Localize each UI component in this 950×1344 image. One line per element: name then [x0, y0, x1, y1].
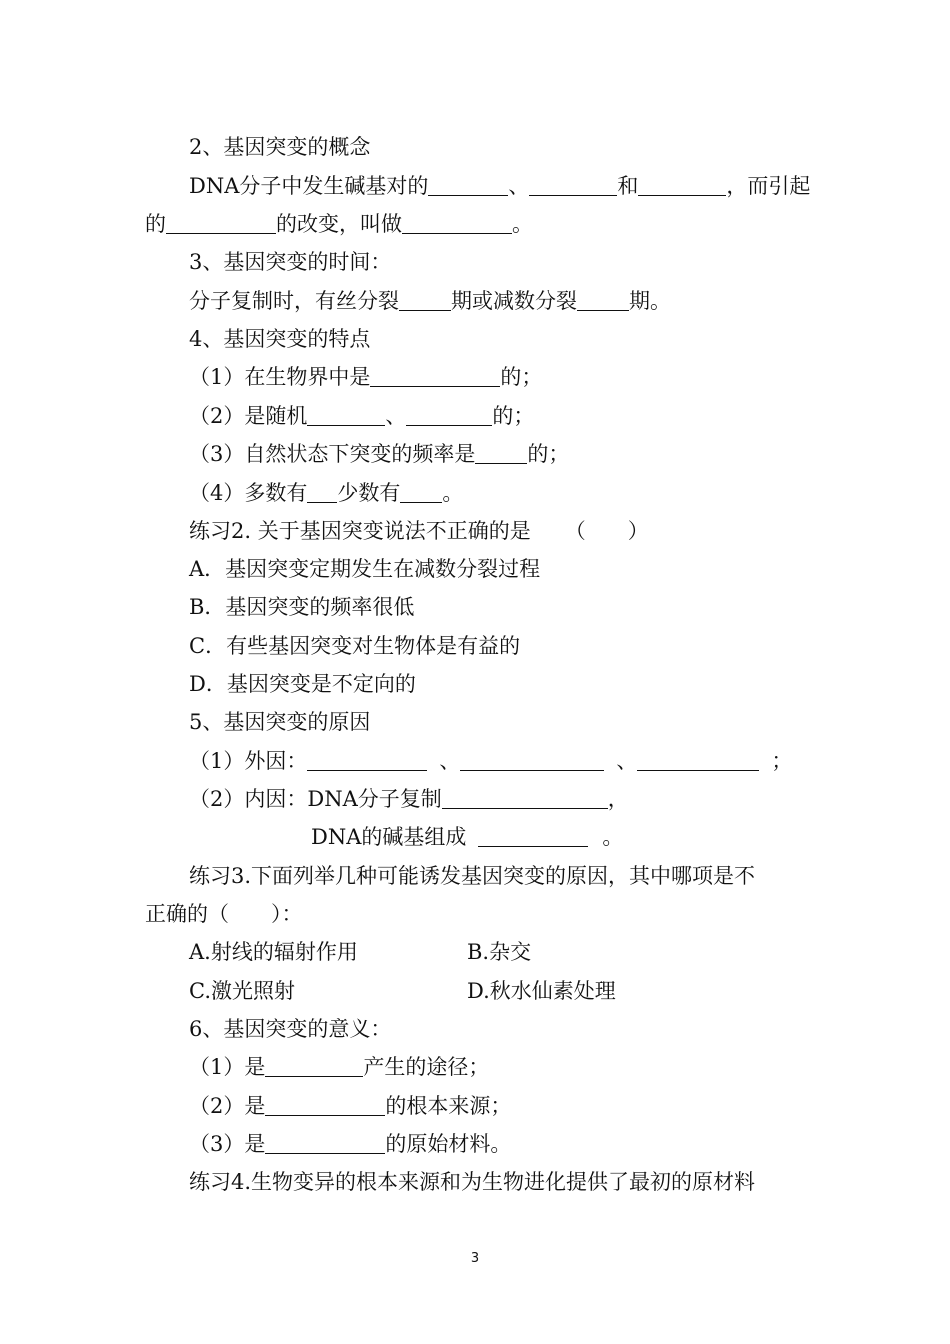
section-6-item-2: （2）是 的根本来源；: [189, 1094, 512, 1118]
section-6-item-1: （1）是 产生的途径；: [189, 1055, 490, 1079]
blank: [478, 826, 588, 847]
exercise-2-option-c: C．有些基因突变对生物体是有益的: [189, 634, 521, 658]
blank: [370, 366, 500, 387]
section-4-item-1: （1）在生物界中是 的；: [189, 365, 543, 389]
blank: [529, 175, 617, 196]
blank: [402, 213, 512, 234]
section-4-item-2: （2）是随机 、 的；: [189, 404, 535, 428]
exercise-3-option-a: A.射线的辐射作用: [189, 940, 358, 964]
exercise-2-option-d: D．基因突变是不定向的: [189, 672, 416, 696]
section-2-line-2: 的 的改变，叫做 。: [145, 212, 533, 236]
exercise-3-option-c: C.激光照射: [189, 979, 295, 1003]
section-2-line-1: DNA分子中发生碱基对的 、 和 ，而引起: [189, 174, 811, 198]
blank: [475, 443, 527, 464]
blank: [307, 482, 337, 503]
exercise-3-option-d: D.秋水仙素处理: [467, 979, 616, 1003]
section-4-item-4: （4）多数有 少数有 。: [189, 481, 464, 505]
blank: [166, 213, 276, 234]
section-3-line: 分子复制时，有丝分裂 期或减数分裂 期。: [189, 289, 671, 313]
blank: [638, 175, 726, 196]
section-5-title: 5、基因突变的原因: [189, 710, 371, 734]
section-4-item-3: （3）自然状态下突变的频率是 的；: [189, 442, 570, 466]
blank: [442, 788, 608, 809]
page-number: 3: [470, 1251, 480, 1266]
section-5-inner-cause-1: （2）内因：DNA分子复制 ，: [189, 787, 629, 811]
section-4-title: 4、基因突变的特点: [189, 327, 371, 351]
blank: [428, 175, 508, 196]
blank: [637, 750, 759, 771]
exercise-2-option-b: B．基因突变的频率很低: [189, 595, 415, 619]
exercise-4-stem: 练习4.生物变异的根本来源和为生物进化提供了最初的原材料: [189, 1170, 756, 1194]
section-5-outer-causes: （1）外因： 、 、 ；: [189, 749, 793, 773]
blank: [460, 750, 604, 771]
section-5-inner-cause-2: DNA的碱基组成 。: [311, 825, 624, 849]
section-6-title: 6、基因突变的意义：: [189, 1017, 392, 1041]
blank: [406, 405, 492, 426]
blank: [577, 290, 629, 311]
exercise-2-option-a: A．基因突变定期发生在减数分裂过程: [189, 557, 541, 581]
exercise-3-stem-line-2: 正确的（ ）：: [145, 902, 303, 926]
exercise-3-option-b: B.杂交: [467, 940, 532, 964]
section-2-title: 2、基因突变的概念: [189, 135, 371, 159]
blank: [400, 482, 442, 503]
blank: [265, 1133, 385, 1154]
blank: [265, 1095, 385, 1116]
exercise-2-stem: 练习2. 关于基因突变说法不正确的是 （ ）: [189, 519, 649, 543]
section-3-title: 3、基因突变的时间：: [189, 250, 392, 274]
blank: [307, 405, 385, 426]
blank: [399, 290, 451, 311]
exercise-3-stem-line-1: 练习3.下面列举几种可能诱发基因突变的原因，其中哪项是不: [189, 864, 756, 888]
blank: [307, 750, 427, 771]
section-6-item-3: （3）是 的原始材料。: [189, 1132, 512, 1156]
blank: [265, 1056, 363, 1077]
